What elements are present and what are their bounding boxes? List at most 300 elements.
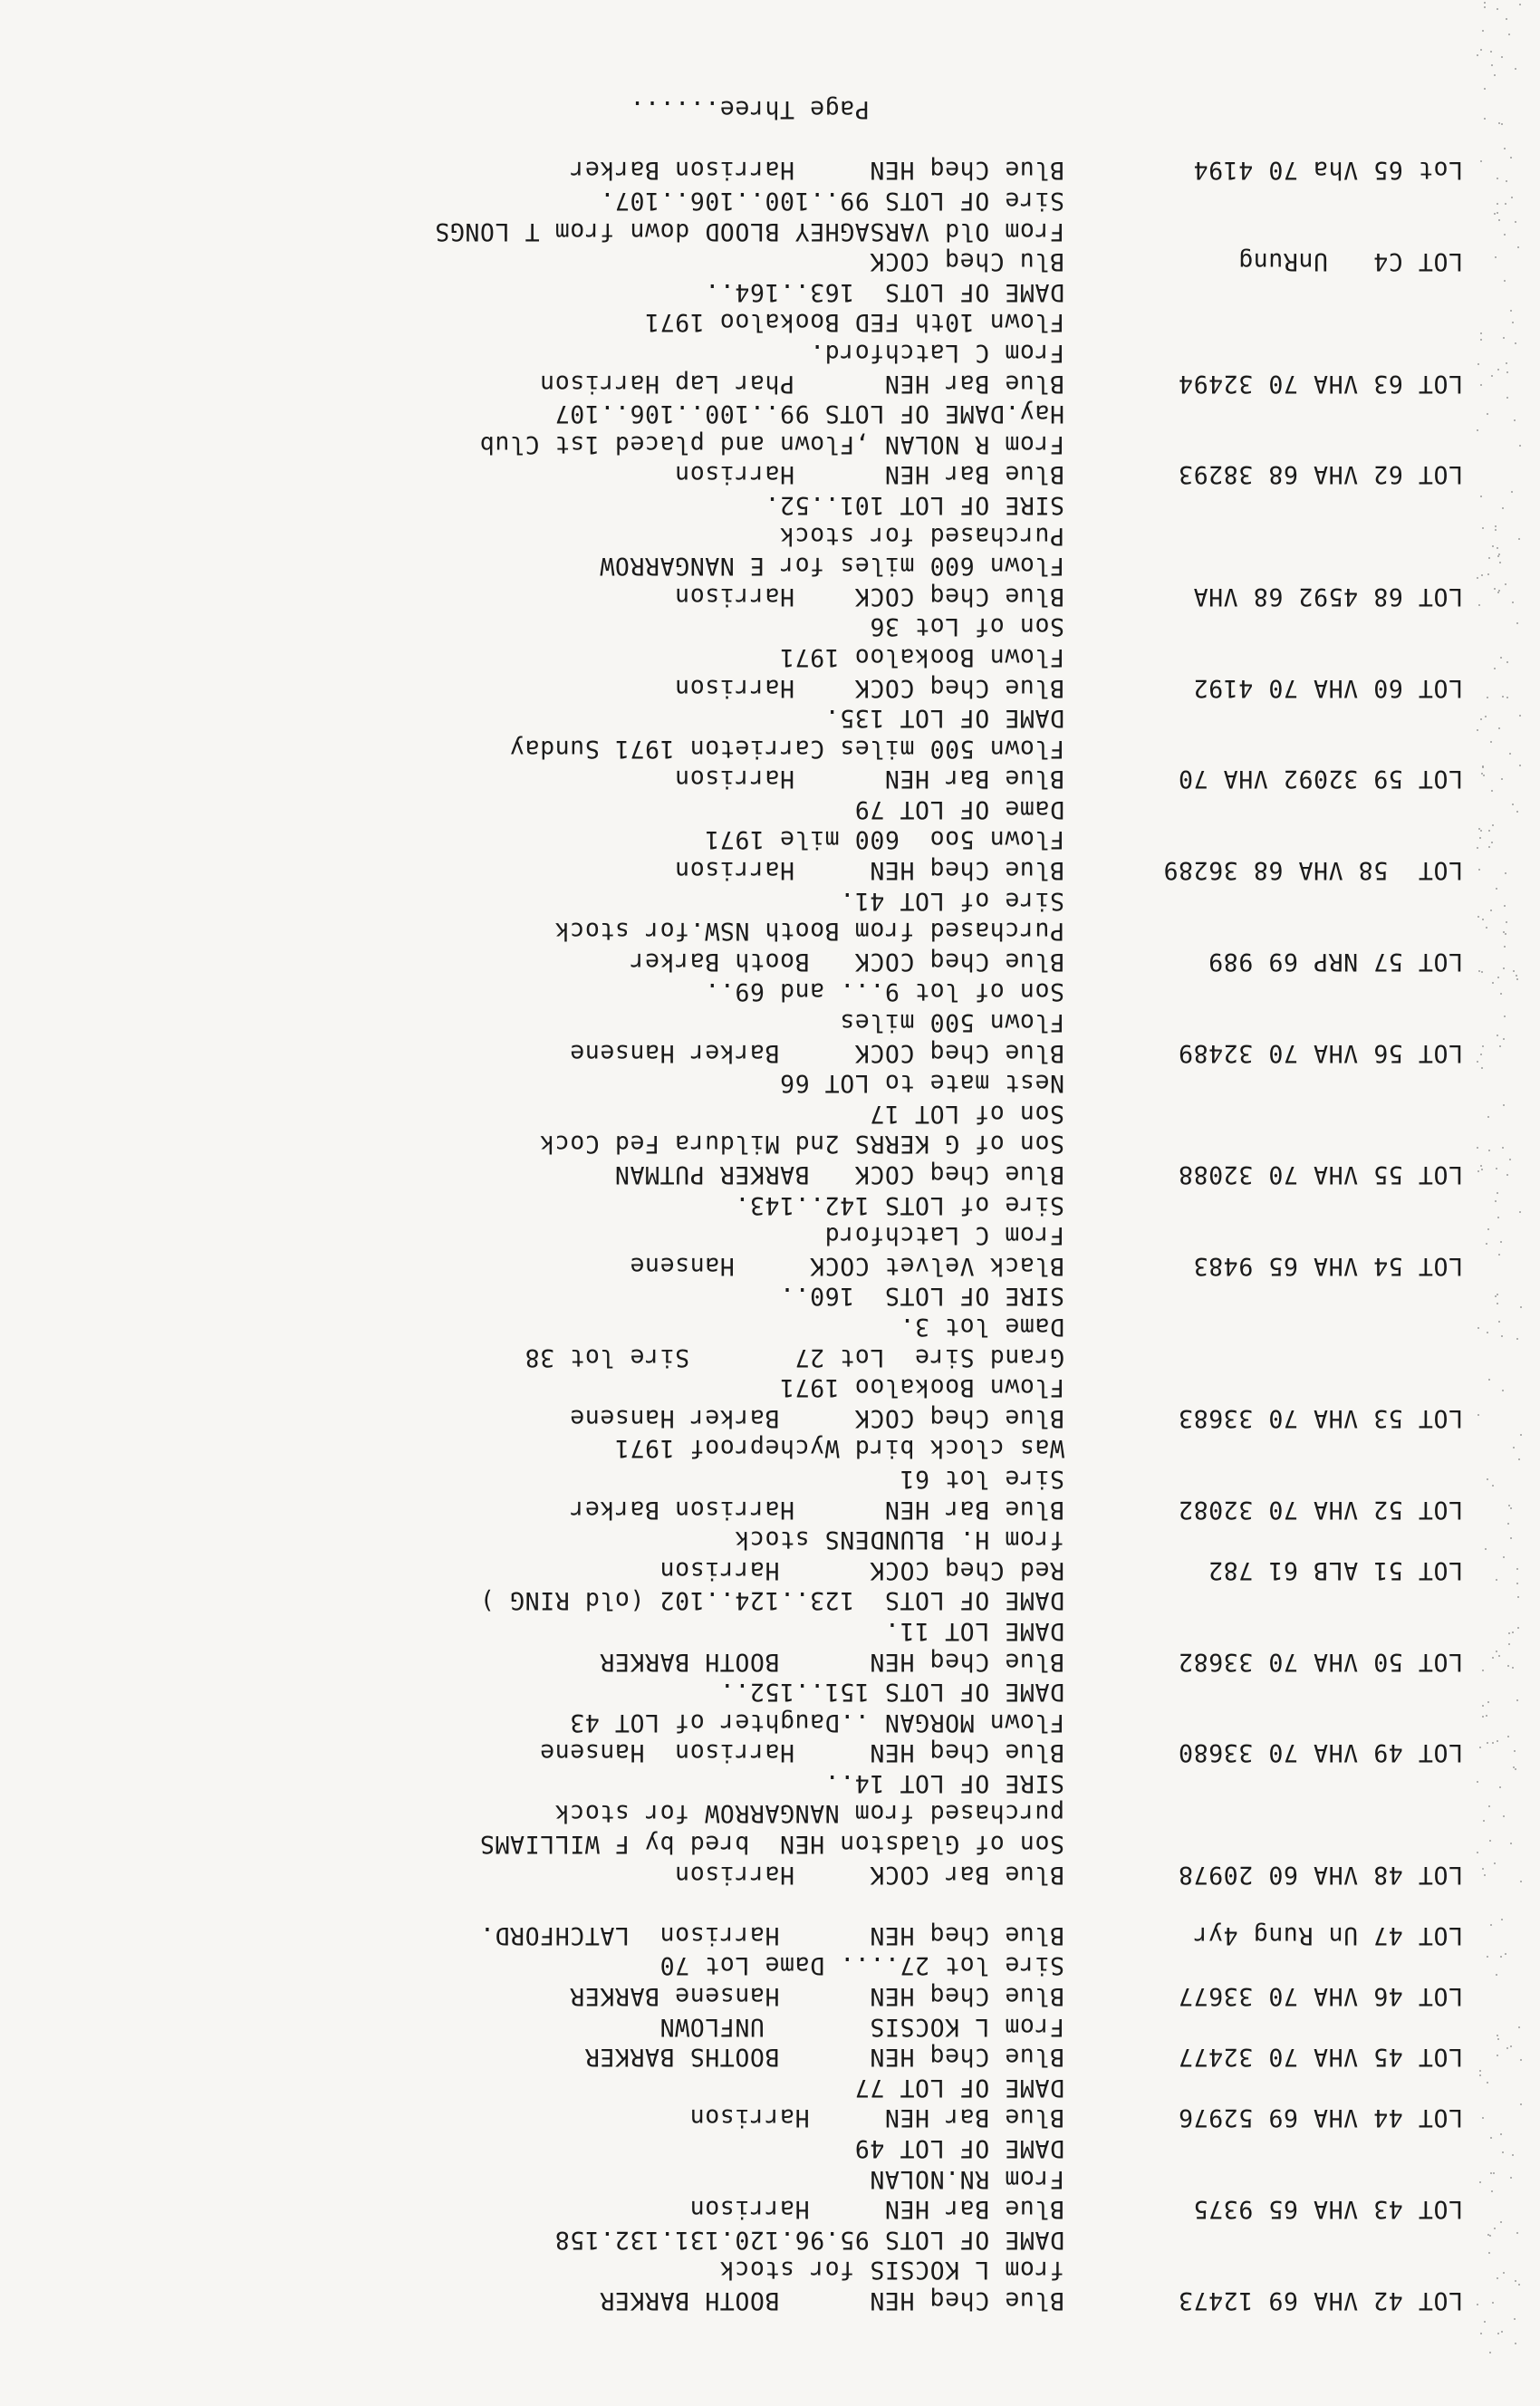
scan-speck [1487,2082,1488,2084]
scan-speck [1494,2228,1496,2229]
scan-speck [1518,2026,1520,2028]
scan-speck [1515,68,1516,70]
text-line [59,2011,1463,2042]
text-line [59,1585,1463,1616]
scan-speck [1497,547,1498,549]
scan-speck [1487,573,1489,575]
text-line [59,399,1463,429]
lot-detail: Was clock bird Wycheproof 1971 [614,1434,1064,1463]
scan-speck [1497,1217,1499,1218]
lot-detail: Flown Bookaloo 1971 [779,642,1064,671]
lot-detail: Blue Cheq COCK Harrison [674,673,1064,702]
lot-detail: Blue Cheq HEN BOOTHS BARKER [584,2043,1064,2072]
text-line [59,581,1463,611]
scan-speck [1497,203,1498,205]
lot-detail: From R NOLAN ,Flown and placed 1st Club [479,429,1064,458]
lot-id: LOT 59 32092 VHA 70 [1178,765,1463,794]
text-line [59,794,1463,824]
scan-speck [1480,384,1482,386]
lot-detail: Blue Cheq COCK BARKER PUTMAN [614,1160,1064,1189]
scan-speck [1477,363,1479,365]
lot-detail: DAME OF LOTS 151..152.. [719,1678,1064,1707]
lot-id [1064,1189,1463,1220]
lot-id [1064,703,1463,734]
text-line [59,764,1463,794]
scan-speck [1503,337,1505,339]
lot-id: LOT 46 VHA 70 33677 [1178,1982,1463,2011]
scan-speck [1504,280,1506,282]
lot-detail: Flown 500 miles Carrieton 1971 Sunday [509,734,1064,763]
scan-speck [1502,1147,1504,1149]
lot-id: LOT 49 VHA 70 33680 [1178,1738,1463,1767]
scan-speck [1510,2045,1512,2047]
lot-id [1064,1068,1463,1099]
lot-id: LOT 57 NRP 69 989 [1208,947,1463,976]
scan-speck [1484,118,1486,120]
scan-speck [1515,221,1516,223]
lot-id: LOT C4 UnRung [1237,247,1463,276]
scan-speck [1479,2070,1481,2072]
scan-speck [1479,2074,1481,2076]
scan-speck [1497,1192,1498,1194]
lot-id: LOT 53 VHA 70 33683 [1178,1403,1463,1432]
lot-id [1064,1677,1463,1708]
scan-speck [1509,1159,1511,1160]
lot-detail: DAME OF LOT 77 [854,2073,1064,2102]
scan-speck [1487,697,1488,698]
lot-detail: purchased from NANGARROW for stock [554,1799,1064,1828]
scan-speck [1519,445,1521,447]
lot-detail: Sire of LOT 41. [839,886,1064,915]
scan-speck [1512,602,1514,603]
scan-speck [1480,1165,1482,1167]
lot-detail: From C Latchford. [809,339,1064,367]
scan-speck [1502,1390,1504,1391]
text-line [59,368,1463,399]
scan-speck [1497,369,1499,371]
text-line [59,733,1463,764]
lot-detail: Blue Cheq HEN BOOTH BARKER [599,2286,1064,2315]
scan-speck [1508,34,1510,35]
lot-detail: Blue Cheq HEN Harrison [674,856,1064,885]
text-line [59,1372,1463,1403]
lot-detail: Son of G KERRS 2nd Mildura Fed Cock [539,1130,1064,1159]
scan-speck [1494,1862,1496,1864]
scan-speck [1507,1665,1509,1667]
text-line [59,1737,1463,1768]
scan-speck [1505,203,1506,205]
scan-speck [1481,1169,1483,1170]
text-line [59,1950,1463,1981]
text-line [59,2194,1463,2225]
lot-id: LOT 60 VHA 70 4192 [1193,673,1463,702]
lot-detail: Purchased from Booth NSW.for stock [554,917,1064,946]
scan-speck [1512,1667,1514,1669]
text-line [59,1494,1463,1525]
scan-speck [1481,773,1483,775]
scan-speck [1497,1035,1498,1036]
scan-speck [1518,2284,1520,2286]
lot-id: LOT 42 VHA 69 12473 [1178,2286,1463,2315]
lot-id [1064,1372,1463,1403]
scan-speck [1486,927,1487,929]
scan-speck [1487,1332,1488,1333]
lot-id: LOT 44 VHA 69 52976 [1178,2103,1463,2132]
scan-speck [1492,1742,1494,1744]
scan-speck [1490,51,1492,53]
scan-speck [1497,2055,1498,2056]
scan-speck [1500,2133,1502,2135]
scan-speck [1480,49,1482,51]
scan-speck [1496,1579,1497,1581]
lot-id: LOT 48 VHA 60 20978 [1178,1860,1463,1889]
scan-speck [1484,2321,1486,2323]
scan-speck [1520,2103,1522,2105]
scan-speck [1497,2277,1498,2279]
text-line [59,1189,1463,1220]
scan-speck [1482,765,1484,767]
scan-speck [1514,419,1516,421]
text-line [59,1037,1463,1068]
lot-detail: Blue Bar HEN Harrison [689,2195,1064,2224]
scan-speck [1490,909,1492,911]
lot-detail: Sire lot 61 [899,1464,1064,1493]
scan-speck [1482,1716,1484,1718]
scan-speck [1477,429,1478,431]
scan-speck [1510,157,1512,159]
lot-detail: Sire of LOTS 142..143. [734,1190,1064,1219]
lot-id [1064,1433,1463,1464]
scan-speck [1487,413,1488,415]
scan-speck [1489,1840,1491,1842]
text-line [59,2103,1463,2133]
lot-detail: Blue Cheq HEN Hansene BARKER [569,1982,1064,2011]
scan-speck [1477,54,1478,56]
scan-speck [1512,322,1514,323]
scan-speck [1503,1556,1505,1558]
scan-speck [1487,1116,1489,1118]
scan-speck [1506,2047,1508,2049]
scan-speck [1488,557,1490,559]
lot-detail: DAME OF LOTS 95.96.120.131.132.158 [554,2225,1064,2254]
scan-speck [1477,916,1479,918]
scan-speck [1503,2272,1505,2274]
margin-speckle [1477,0,1531,2406]
scan-speck [1477,847,1478,849]
lot-detail: Blue Bar HEN Harrison [674,765,1064,794]
scan-speck [1508,1643,1510,1645]
text-line [59,1342,1463,1372]
scan-speck [1506,921,1507,923]
scan-speck [1511,491,1513,493]
scan-speck [1508,1632,1510,1634]
scan-speck [1495,256,1497,258]
lot-detail: Blue Cheq COCK Barker Hansene [569,1038,1064,1067]
lot-detail: Nest mate to LOT 66 [779,1069,1064,1098]
scan-speck [1496,1168,1497,1169]
scan-speck [1497,1740,1498,1742]
scan-speck [1506,1174,1508,1176]
scan-speck [1498,1254,1500,1256]
scan-speck [1485,716,1487,717]
text-line [59,1068,1463,1099]
lot-id [1064,1798,1463,1829]
text-line [59,977,1463,1007]
scan-speck [1500,2221,1502,2223]
scan-speck [1487,1956,1488,1958]
text-line [59,216,1463,246]
scan-speck [1502,507,1504,509]
scan-speck [1492,1485,1494,1487]
scan-speck [1516,978,1518,980]
lot-id [1064,276,1463,307]
scan-speck [1506,371,1508,373]
scan-speck [1480,830,1482,832]
scan-speck [1497,8,1498,10]
scan-speck [1498,1655,1500,1657]
lot-detail: Blue Cheq HEN BOOTH BARKER [599,1647,1064,1676]
scan-speck [1516,1583,1518,1584]
lot-id [1064,399,1463,429]
text-line [59,1525,1463,1555]
lot-detail: SIRE OF LOT 101..52. [764,490,1064,519]
scan-speck [1495,1295,1497,1297]
scan-speck [1488,846,1490,848]
lot-id [1064,1707,1463,1737]
text-line [59,1707,1463,1737]
scan-speck [1477,1852,1478,1853]
scan-speck [1497,2038,1499,2040]
scan-speck [1495,1200,1497,1202]
text-line [59,1615,1463,1646]
scan-speck [1518,1458,1520,1460]
scan-speck [1505,872,1506,874]
lot-detail: Son of LOT 17 [869,1099,1064,1128]
lot-id: LOT 51 ALB 61 782 [1208,1555,1463,1584]
lot-id [1064,611,1463,642]
scan-speck [1492,982,1494,984]
scan-speck [1486,1715,1487,1717]
scan-speck [1489,2235,1491,2237]
lot-detail: SIRE OF LOTS 160.. [779,1282,1064,1311]
text-line [59,855,1463,886]
text-line [59,307,1463,338]
scan-speck [1503,1038,1505,1040]
scan-speck [1500,993,1502,995]
scan-speck [1497,2035,1498,2036]
scan-speck [1517,1596,1519,1598]
lot-detail: Red Cheq COCK Harrison [659,1555,1064,1584]
lot-id [1064,2224,1463,2255]
scan-speck [1499,1786,1501,1788]
lot-detail: Flown 10th FED Bookaloo 1971 [644,308,1064,337]
scan-speck [1494,213,1496,215]
text-line [59,489,1463,520]
lot-detail: Blue Bar HEN Harrison Barker [569,1495,1064,1524]
scan-speck [1488,2252,1490,2254]
scan-speck [1501,778,1503,780]
scan-speck [1519,765,1521,766]
scan-speck [1504,234,1506,236]
scan-speck [1512,1631,1514,1633]
text-line [59,1798,1463,1829]
text-line [59,1159,1463,1189]
lot-id [1064,94,1463,125]
text-line [59,1767,1463,1798]
text-line [59,1281,1463,1312]
lot-id [1064,1829,1463,1860]
lot-detail: Blue Bar HEN Phar Lap Harrison [539,369,1064,398]
scan-speck [1477,1414,1479,1416]
scan-speck [1506,697,1508,698]
scan-speck [1480,160,1482,162]
scan-speck [1497,1303,1498,1304]
text-line [59,2072,1463,2103]
scan-speck [1496,1974,1497,1976]
scan-speck [1500,657,1502,659]
text-line [59,885,1463,916]
lot-detail: DAME OF LOT 135. [824,704,1064,733]
scan-speck [1513,1766,1515,1768]
scan-speck [1499,562,1501,563]
lot-id [1064,977,1463,1007]
scan-speck [1520,1434,1522,1436]
lot-id [1064,1281,1463,1312]
text-line [59,94,1463,125]
lot-detail: Sire OF LOTS 99..100..106..107. [599,187,1064,216]
lot-detail: Son of Lot 36 [869,612,1064,641]
scan-speck [1486,1243,1487,1245]
lot-id [1064,1585,1463,1616]
lot-id: LOT 55 VHA 70 32088 [1178,1160,1463,1189]
scan-speck [1514,2318,1516,2320]
lot-id [1064,1006,1463,1037]
text-line [59,1250,1463,1281]
lot-id [1064,1615,1463,1646]
lot-id [1064,520,1463,551]
scan-speck [1497,178,1498,179]
scan-speck [1484,1874,1486,1876]
scan-speck [1491,64,1493,66]
text-line [59,551,1463,582]
text-line [59,611,1463,642]
text-line [59,2132,1463,2163]
scan-speck [1497,555,1499,557]
lot-detail: from L KOCSIS for stock [719,2256,1064,2285]
scan-speck [1482,1868,1484,1870]
lot-detail: Flown 600 miles for E NANGARROW [599,552,1064,581]
text-line [59,1859,1463,1890]
scan-speck [1506,180,1507,182]
scan-speck [1487,1228,1489,1230]
scan-speck [1506,362,1507,364]
text-line [59,1920,1463,1950]
lot-id [1064,1463,1463,1494]
text-line [59,1646,1463,1677]
lot-id [1064,1525,1463,1555]
lot-detail: DAME OF LOTS 123..124..102 (old RING ) [479,1586,1064,1615]
text-line [59,2255,1463,2286]
text-line [59,1677,1463,1708]
text-line [59,520,1463,551]
scan-speck [1506,397,1508,399]
text-line [59,1554,1463,1585]
lot-detail: Flown 500 miles [839,1008,1064,1037]
scan-speck [1487,1742,1488,1744]
text-line [59,1129,1463,1160]
lot-id: LOT 62 VHA 68 38293 [1178,460,1463,489]
lot-detail: Blue Cheq COCK Harrison [674,582,1064,611]
text-line [59,276,1463,307]
scan-speck [1506,18,1507,20]
scan-speck [1516,622,1518,624]
scan-speck [1478,604,1480,606]
text-line [59,2163,1463,2194]
lot-detail: From L KOCSIS UNFLOWN [659,2012,1064,2041]
lot-id [1064,885,1463,916]
scan-speck [1482,30,1484,32]
lot-detail: From Old VARSAGHEY BLOOD down from T LONGS [434,217,1064,245]
text-line [59,1311,1463,1342]
lot-id [1064,1950,1463,1981]
scan-speck [1492,1657,1494,1659]
lot-id [1064,733,1463,764]
lot-detail: From C Latchford [824,1221,1064,1250]
scan-speck [1481,971,1483,973]
lot-id [1064,489,1463,520]
scan-speck [1487,2234,1489,2236]
scan-speck [1501,56,1503,58]
scan-speck [1485,1548,1487,1550]
text-line [59,2285,1463,2315]
scan-speck [1498,727,1500,729]
lot-id [1064,1220,1463,1251]
scan-speck [1518,538,1520,540]
scan-speck [1516,811,1518,813]
text-line [59,1220,1463,1251]
lot-detail: Son of Gladston HEN bred by F WILLIAMS [479,1830,1064,1859]
scan-speck [1520,2059,1522,2061]
scan-speck [1480,339,1482,341]
scan-speck [1490,741,1492,743]
scan-speck [1482,1045,1484,1047]
lot-id: LOT 63 VHA 70 32494 [1178,369,1463,398]
lot-id [1064,794,1463,824]
lot-id [1064,824,1463,855]
lot-id [1064,2072,1463,2103]
scan-speck [1493,2172,1495,2174]
scan-speck [1490,2137,1492,2139]
scan-speck [1520,1881,1522,1882]
text-line [59,2224,1463,2255]
lot-detail: Sire lot 27.... Dame Lot 70 [659,1951,1064,1980]
scan-speck [1480,2333,1482,2334]
lot-id [1064,185,1463,216]
scan-speck [1482,2117,1484,2119]
lot-detail: Blue Cheq COCK Booth Barker [629,947,1064,976]
scan-speck [1500,1241,1502,1243]
scan-speck [1488,1805,1490,1807]
scan-speck [1498,219,1500,221]
scan-speck [1515,2343,1516,2344]
lot-id [1064,2255,1463,2286]
scan-speck [1484,88,1486,90]
lot-detail: from H. BLUNDENS stock [734,1525,1064,1554]
scan-speck [1497,977,1499,978]
scan-speck [1499,1045,1501,1047]
scan-speck [1501,1919,1503,1920]
scan-speck [1503,1104,1505,1106]
